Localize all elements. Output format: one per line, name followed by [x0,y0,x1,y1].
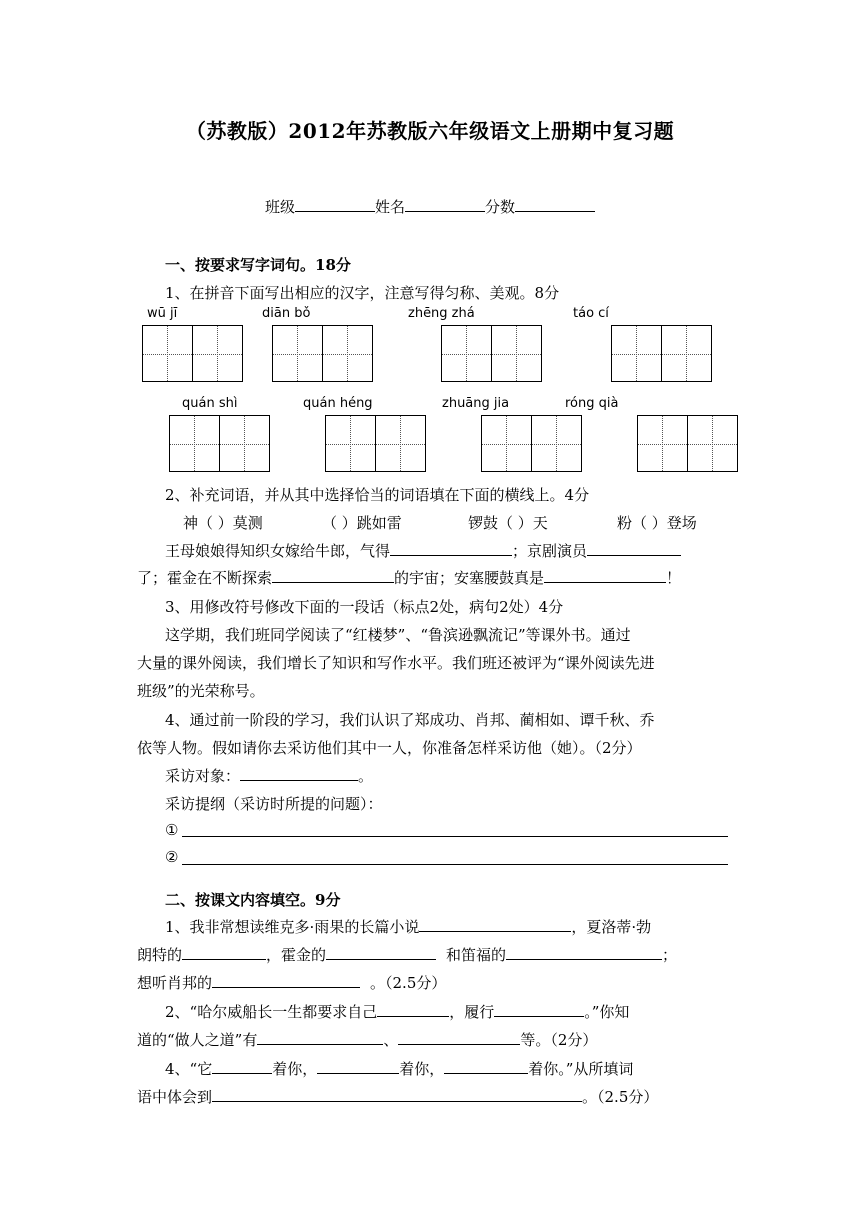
char-box-4[interactable] [611,325,712,382]
char-cell[interactable] [193,326,243,381]
guide-line [350,416,351,471]
interview-target-label: 采访对象： [165,767,241,785]
answer-blank[interactable] [390,541,512,556]
guide-line [244,416,245,471]
answer-blank[interactable] [494,1002,584,1017]
q2-sentence-part: 了；霍金在不断探索 [137,569,273,587]
guide-line [516,326,517,381]
q4-text-line1: 4、通过前一阶段的学习，我们认识了郑成功、肖邦、蔺相如、谭千秋、乔 [165,711,655,729]
s2-q1-line3 [137,972,446,993]
pinyin-2: diān bǒ [262,306,311,321]
pinyin-1: wū jī [147,306,178,321]
char-box-2[interactable] [272,325,373,382]
s2-q1-part: 朗特的 [137,946,183,964]
guide-line [466,326,467,381]
name-blank[interactable] [405,197,485,212]
student-info-line [0,196,860,217]
char-cell[interactable] [220,416,270,471]
q2-word-1: 神（ ）莫测 [183,514,263,532]
pinyin-7: zhuāng jia [442,396,510,411]
s2-q1-part: 1、我非常想读维克多·雨果的长篇小说 [165,918,420,936]
answer-blank[interactable] [272,568,394,583]
q4-text-line2: 依等人物。假如请你去采访他们其中一人，你准备怎样采访他（她）。（2分） [137,739,642,757]
guide-line [167,326,168,381]
outline-item-1-marker: ① [165,821,179,839]
q2-sentence-part: 王母娘娘得知织女嫁给牛郎，气得 [165,542,391,560]
s2-q1-line2 [137,944,677,965]
class-blank[interactable] [295,197,375,212]
q2-sentence-line2 [137,567,681,588]
s2-q2-part: 道的“做人之道”有 [137,1031,258,1049]
q2-word-2: （ ）跳如雷 [322,514,402,532]
pinyin-8: róng qià [565,396,619,411]
s2-q2-line2 [137,1029,597,1050]
s2-q1-part: 想听肖邦的 [137,974,213,992]
guide-line [662,416,663,471]
q3-paragraph-line1[interactable]: 这学期，我们班同学阅读了“红楼梦”、“鲁滨逊飘流记”等课外书。通过 [165,626,631,644]
char-cell[interactable] [612,326,662,381]
char-box-7[interactable] [481,415,582,472]
pinyin-3: zhēng zhá [408,306,475,321]
guide-line [636,326,637,381]
guide-line [556,416,557,471]
char-cell[interactable] [170,416,220,471]
q1-text: 1、在拼音下面写出相应的汉字，注意写得匀称、美观。8分 [165,284,560,302]
answer-blank[interactable] [587,541,681,556]
class-label: 班级 [264,198,295,216]
char-cell[interactable] [662,326,712,381]
s2-q1-part: 。（2.5分） [370,974,447,992]
char-box-3[interactable] [441,325,542,382]
guide-line [400,416,401,471]
q3-text: 3、用修改符号修改下面的一段话（标点2处，病句2处）4分 [165,598,564,616]
s2-q1-part: 和笛福的 [446,946,507,964]
guide-line [217,326,218,381]
char-cell[interactable] [532,416,582,471]
section2-heading: 二、按课文内容填空。9分 [165,891,341,909]
s2-q2-part: 、 [383,1031,399,1049]
char-cell[interactable] [638,416,688,471]
q2-sentence-part: 的宇宙；安塞腰鼓真是 [394,569,545,587]
answer-blank[interactable] [212,1087,582,1102]
q3-paragraph-line2[interactable]: 大量的课外阅读，我们增长了知识和写作水平。我们班还被评为“课外阅读先进 [137,654,655,672]
interview-target-line [165,765,373,786]
answer-blank[interactable] [212,1059,272,1074]
char-cell[interactable] [376,416,426,471]
answer-blank[interactable] [182,945,266,960]
section1-heading: 一、按要求写字词句。18分 [165,256,351,274]
char-cell[interactable] [442,326,492,381]
pinyin-6: quán héng [303,396,373,411]
page-title: （苏教版）2012年苏教版六年级语文上册期中复习题 [185,119,675,143]
s2-q4-part: 4、“它 [165,1060,213,1078]
guide-line [297,326,298,381]
answer-blank[interactable] [398,1030,520,1045]
answer-blank[interactable] [257,1030,383,1045]
s2-q4-line2 [137,1086,658,1107]
char-box-6[interactable] [325,415,426,472]
answer-blank[interactable] [212,973,360,988]
answer-blank[interactable] [317,1059,399,1074]
char-cell[interactable] [323,326,373,381]
q2-word-4: 粉（ ）登场 [617,514,697,532]
name-label: 姓名 [374,198,405,216]
q2-sentence-line1 [165,540,681,561]
q2-word-3: 锣鼓（ ）天 [468,514,548,532]
answer-blank[interactable] [377,1002,449,1017]
char-box-5[interactable] [169,415,270,472]
guide-line [194,416,195,471]
answer-blank[interactable] [506,945,662,960]
s2-q4-part: 。（2.5分） [582,1088,659,1106]
answer-blank[interactable] [444,1059,528,1074]
s2-q1-part: ，夏洛蒂·勃 [571,918,652,936]
char-cell[interactable] [492,326,542,381]
char-cell[interactable] [143,326,193,381]
score-blank[interactable] [515,197,595,212]
pinyin-4: táo cí [573,306,609,321]
q3-paragraph-line3[interactable]: 班级”的光荣称号。 [137,682,265,700]
s2-q1-part: ； [662,946,678,964]
guide-line [686,326,687,381]
s2-q2-line1 [165,1001,629,1022]
q2-text: 2、补充词语，并从其中选择恰当的词语填在下面的横线上。4分 [165,486,590,504]
score-label: 分数 [485,198,516,216]
char-cell[interactable] [688,416,738,471]
s2-q4-line1 [165,1058,633,1079]
s2-q4-part: 着你。”从所填词 [528,1060,634,1078]
char-cell[interactable] [273,326,323,381]
s2-q4-part: 着你， [272,1060,318,1078]
s2-q4-part: 语中体会到 [137,1088,213,1106]
interview-target-blank[interactable] [240,766,358,781]
s2-q2-part: 等。（2分） [520,1031,598,1049]
outline-item-2-marker: ② [165,848,179,866]
s2-q2-part: 。”你知 [584,1003,630,1021]
s2-q1-part: ，霍金的 [266,946,327,964]
s2-q2-part: 2、“哈尔威船长一生都要求自己 [165,1003,378,1021]
interview-outline-label: 采访提纲（采访时所提的问题）： [165,795,383,813]
pinyin-5: quán shì [182,396,238,411]
answer-blank[interactable] [326,945,436,960]
guide-line [506,416,507,471]
q2-sentence-part: ；京剧演员 [512,542,588,560]
s2-q2-part: ，履行 [449,1003,495,1021]
answer-blank[interactable] [419,917,571,932]
outline-item-1-blank[interactable] [182,836,728,837]
outline-item-2-blank[interactable] [182,864,728,865]
char-box-1[interactable] [142,325,243,382]
interview-target-end: 。 [358,767,374,785]
s2-q1-line1 [165,916,651,937]
s2-q4-part: 着你， [399,1060,445,1078]
char-cell[interactable] [326,416,376,471]
guide-line [712,416,713,471]
guide-line [347,326,348,381]
char-box-8[interactable] [637,415,738,472]
q2-sentence-part: ！ [666,569,682,587]
answer-blank[interactable] [544,568,666,583]
char-cell[interactable] [482,416,532,471]
